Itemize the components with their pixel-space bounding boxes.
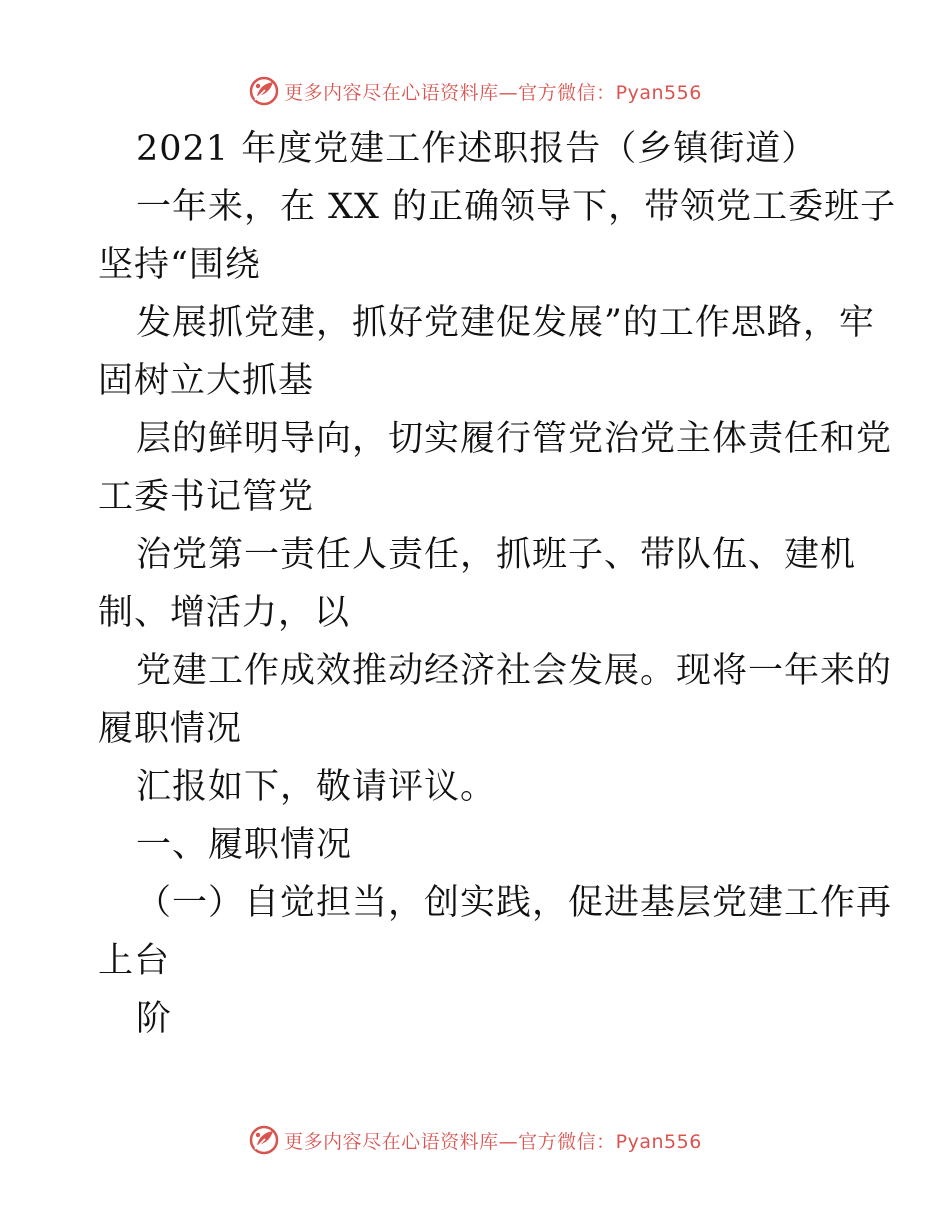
footer-watermark-text: 更多内容尽在心语资料库—官方微信：Pyan556 — [284, 1130, 702, 1153]
footer-watermark-banner — [0, 1120, 950, 1160]
paragraph-line: 层的鲜明导向，切实履行管党治党主体责任和党 — [136, 419, 893, 459]
section-heading: 一、履职情况 — [136, 825, 353, 865]
paragraph-line: 发展抓党建，抓好党建促发展”的工作思路，牢 — [136, 303, 875, 343]
paragraph-line: 党建工作成效推动经济社会发展。现将一年来的 — [136, 651, 893, 691]
paragraph-line: 工委书记管党 — [98, 477, 315, 517]
leaf-logo-icon — [248, 75, 280, 107]
paragraph-line: 坚持“围绕 — [98, 245, 261, 285]
paragraph-line: 履职情况 — [98, 709, 243, 749]
paragraph-line: 阶 — [136, 999, 173, 1039]
subsection-heading: （一）自觉担当，创实践，促进基层党建工作再 — [136, 883, 893, 923]
paragraph-line: 固树立大抓基 — [98, 361, 315, 401]
paragraph-line: 一年来，在 XX 的正确领导下，带领党工委班子 — [136, 187, 897, 227]
paragraph-line: 上台 — [98, 941, 171, 981]
leaf-logo-icon — [248, 1124, 280, 1156]
document-body — [98, 120, 897, 1048]
paragraph-line: 治党第一责任人责任，抓班子、带队伍、建机 — [136, 535, 857, 575]
header-watermark-banner — [0, 71, 950, 111]
header-watermark-text: 更多内容尽在心语资料库—官方微信：Pyan556 — [284, 81, 702, 104]
paragraph-line: 汇报如下，敬请评议。 — [136, 767, 497, 807]
document-title: 2021 年度党建工作述职报告（乡镇街道） — [136, 129, 818, 169]
paragraph-line: 制、增活力，以 — [98, 593, 351, 633]
